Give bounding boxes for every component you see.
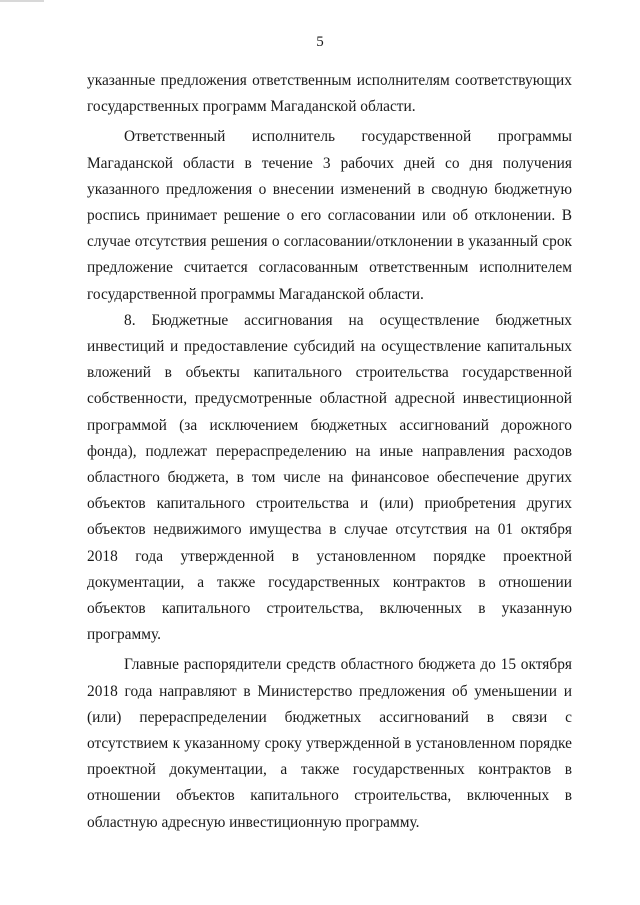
paragraph-responsible-executor: Ответственный исполнитель государственной программы Магаданской области в течение 3 рабочих дней со дня получения указанного предложения о внесении изменений в сводную бюджетную роспись принимает решение о его согласовании или об отклонении. В случае отсутствия решения о согласовании/отклонении в указанный срок предложение считается согласованным ответственным исполнителем государственной программы Магаданской области.: [87, 128, 572, 303]
paragraph-item-8: 8. Бюджетные ассигнования на осуществление бюджетных инвестиций и предоставление субсидий на осуществление капитальных вложений в объекты капитального строительства государственной собственности, предусмотренные областной адресной инвестиционной программой (за исключением бюджетных ассигнований дорожного фонда), подлежат перераспределению на иные направления расходов областного бюджета, в том числе на финансовое обеспечение других объектов капитального строительства и (или) приобретения других объектов недвижимого имущества в случае отсутствия на 01 октября 2018 года утвержденной в установленном порядке проектной документации, а также государственных контрактов в отношении объектов капитального строительства, включенных в указанную программу.: [87, 311, 572, 644]
document-body: [87, 68, 572, 836]
paragraph-continuation: указанные предложения ответственным исполнителям соответствующих государственных программ Магаданской области.: [87, 72, 572, 116]
scan-edge-mark: [0, 0, 44, 2]
page-number: 5: [316, 34, 324, 50]
paragraph-main-managers: Главные распорядители средств областного бюджета до 15 октября 2018 года направляют в Министерство предложения об уменьшении и (или) перераспределении бюджетных ассигнований в связи с отсутствием к указанному сроку утвержденной в установленном порядке проектной документации, а также государственных контрактов в отношении объектов капитального строительства, включенных в областную адресную инвестиционную программу.: [87, 656, 572, 831]
